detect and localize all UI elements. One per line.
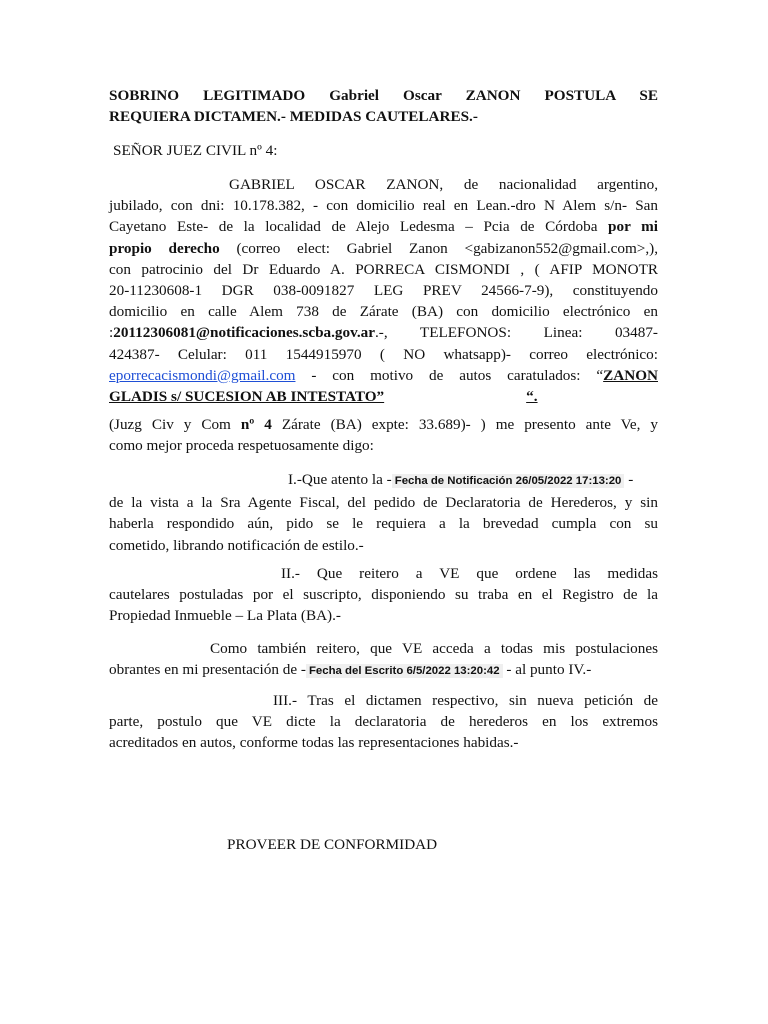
intro-line: eporrecacismondi@gmail.com - con motivo de autos caratulados: “ZANON xyxy=(109,366,658,384)
point-1-line: de la vista a la Sra Agente Fiscal, del pedido de Declaratoria de Herederos, y sin xyxy=(109,494,658,512)
intro-line: Cayetano Este- de la localidad de Alejo Ledesma – Pcia de Córdoba por mi xyxy=(109,218,658,236)
reiteration-line: Como también reitero, que VE acceda a todas mis postulaciones xyxy=(210,640,658,657)
email-link[interactable]: eporrecacismondi@gmail.com xyxy=(109,366,296,384)
point-2-paragraph xyxy=(109,563,658,627)
intro-line: propio derecho (correo elect: Gabriel Zanon <gabizanon552@gmail.com>,), xyxy=(109,239,658,257)
filing-date-stamp: Fecha del Escrito 6/5/2022 13:20:42 xyxy=(306,664,503,678)
reiteration-paragraph xyxy=(109,638,658,682)
intro-line: GABRIEL OSCAR ZANON, de nacionalidad argentino, xyxy=(229,176,658,193)
point-1-line: haberla respondido aún, pido se le requiera a la brevedad cumpla con su xyxy=(109,515,658,533)
title-line-2: REQUIERA DICTAMEN.- MEDIDAS CAUTELARES.- xyxy=(109,108,478,125)
intro-line: 20-11230608-1 DGR 038-0091827 LEG PREV 24566-7-9), constituyendo xyxy=(109,282,658,300)
court-paragraph xyxy=(109,414,658,456)
reiteration-line: obrantes en mi presentación de - Fecha del Escrito 6/5/2022 13:20:42 - al punto IV.- xyxy=(109,661,592,679)
addressee: SEÑOR JUEZ CIVIL nº 4: xyxy=(113,142,278,159)
intro-line: 424387- Celular: 011 1544915970 ( NO whatsapp)- correo electrónico: xyxy=(109,345,658,363)
document-title xyxy=(109,85,658,127)
point-2-line: Propiedad Inmueble – La Plata (BA).- xyxy=(109,607,341,625)
title-line-1: SOBRINO LEGITIMADO Gabriel Oscar ZANON POSTULA SE xyxy=(109,87,658,104)
intro-line: GLADIS s/ SUCESION AB INTESTATO” “. xyxy=(109,388,538,406)
electronic-domicile: 20112306081@notificaciones.scba.gov.ar xyxy=(113,324,375,342)
point-1-paragraph xyxy=(109,469,658,556)
point-2-line: cautelares postuladas por el suscripto, disponiendo su traba en el Registro de la xyxy=(109,586,658,604)
closing-request: PROVEER DE CONFORMIDAD xyxy=(227,836,438,853)
point-3-line: acreditados en autos, conforme todas las representaciones habidas.- xyxy=(109,734,519,752)
point-3-paragraph xyxy=(109,690,658,754)
point-2-line: II.- Que reitero a VE que ordene las medidas xyxy=(281,565,658,582)
intro-line: domicilio en calle Alem 738 de Zárate (BA) con domicilio electrónico en xyxy=(109,303,658,321)
court-line: como mejor proceda respetuosamente digo: xyxy=(109,437,374,455)
point-3-line: parte, postulo que VE dicte la declaratoria de herederos en los extremos xyxy=(109,713,658,731)
notification-date-stamp: Fecha de Notificación 26/05/2022 17:13:20 xyxy=(392,474,625,488)
point-1-line: I.-Que atento la - Fecha de Notificación 26/05/2022 17:13:20 - xyxy=(288,471,634,488)
case-title: GLADIS s/ SUCESION AB INTESTATO” xyxy=(109,388,385,406)
point-3-line: III.- Tras el dictamen respectivo, sin nueva petición de xyxy=(273,692,658,709)
point-1-line: cometido, librando notificación de estilo.- xyxy=(109,536,364,554)
court-line: (Juzg Civ y Com nº 4 Zárate (BA) expte: 33.689)- ) me presento ante Ve, y xyxy=(109,416,658,433)
intro-line: :20112306081@notificaciones.scba.gov.ar.-, TELEFONOS: Linea: 03487- xyxy=(109,324,658,342)
intro-line: con patrocinio del Dr Eduardo A. PORRECA CISMONDI , ( AFIP MONOTR xyxy=(109,260,658,278)
intro-line: jubilado, con dni: 10.178.382, - con domicilio real en Lean.-dro N Alem s/n- San xyxy=(109,197,658,215)
intro-paragraph xyxy=(109,174,658,407)
